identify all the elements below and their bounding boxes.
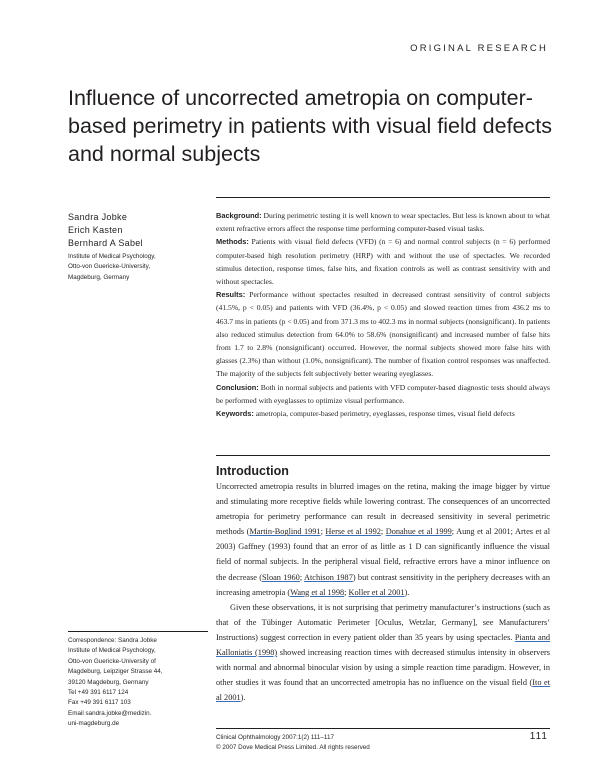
correspondence-email[interactable]: uni-magdeburg.de	[68, 720, 120, 728]
correspondence-line: Correspondence: Sandra Jobke	[68, 637, 157, 644]
article-title: Influence of uncorrected ametropia on computer-based perimetry in patients with visual field defects and normal subjects	[68, 86, 552, 166]
abstract-conclusion	[216, 381, 550, 407]
affiliation-line: Otto-von Guericke-University,	[68, 263, 151, 271]
correspondence-box	[68, 631, 208, 730]
abstract-results	[216, 288, 550, 380]
correspondence-line: Fax +49 391 6117 103	[68, 699, 131, 707]
text-run: ;	[320, 527, 326, 537]
correspondence-line: Institute of Medical Psychology,	[68, 647, 156, 655]
footer	[216, 733, 516, 753]
correspondence-line: Magdeburg, Leipziger Strasse 44,	[68, 668, 163, 676]
abstract	[216, 209, 550, 420]
section-heading: Introduction	[216, 464, 289, 478]
citation-link[interactable]: Koller et al 2001	[348, 587, 405, 597]
affiliation-line: Institute of Medical Psychology,	[68, 253, 156, 260]
abstract-text: Performance without spectacles resulted in decreased contrast sensitivity of control subjects (41.5%, p < 0.05) and patients with VFD (36.4%, p < 0.05) and slowed reaction times from 436.2 ms to 463.7 ms in patients (p < 0.05) and from 371.3 ms to 402.3 ms in normal subjects (nonsignificant). In patients also reduced stimulus detection from 64.0% to 58.6% (nonsignificant) and increased number of false hits from 1.7 to 2.8% (nonsignificant) occurred. However, the normal subjects showed more false hits with glasses (2.3%) than without (1.0%, nonsignificant). The number of fixation control responses was unaffected. The majority of the subjects felt subjectively better wearing eyeglasses.	[216, 290, 550, 379]
correspondence-line: Tel +49 391 6117 124	[68, 689, 129, 697]
citation-link[interactable]: Pianta and Kalloniatis (1998)	[216, 632, 550, 658]
section-label: ORIGINAL RESEARCH	[410, 43, 548, 54]
author-name: Sandra Jobke	[68, 212, 128, 222]
text-run: ) but contrast sensitivity in the periphery decreases with an increasing ametropia (	[216, 572, 550, 597]
text-run: ; Aung et al 2001; Artes et al 2003) Gaffney (1993) found that an error of as little as 1 D can significantly influence the visual field of normal subjects. In the peripheral visual field, refractive errors have a minor influence on the decrease (	[216, 527, 550, 582]
author-name: Erich Kasten	[68, 225, 123, 235]
abstract-label: Methods:	[216, 237, 249, 247]
citation-link[interactable]: Ito et al 2001	[216, 678, 551, 703]
citation-link[interactable]: Herse et al 1992	[325, 527, 381, 537]
correspondence-line: Otto-von Guericke-University of	[68, 657, 156, 665]
abstract-keywords	[216, 407, 550, 420]
citation-link[interactable]: Sloan 1960	[262, 572, 300, 582]
citation-link[interactable]: Donahue et al 1999	[385, 527, 452, 537]
abstract-text: Patients with visual field defects (VFD) (n = 6) and normal control subjects (n = 6) performed computer-based high resolution perimetry (HRP) with and without the use of spectacles. We recorded stimulus detection, response times, false hits, and fixation controls as well as contrast sensitivity with and without spectacles.	[216, 237, 550, 287]
abstract-text: During perimetric testing it is well known to wear spectacles. But less is known about to what extent refractive errors affect the response time performing computer-based visual tasks.	[216, 211, 550, 234]
abstract-label: Results:	[216, 290, 246, 300]
paragraph	[216, 479, 550, 600]
text-run: ;	[344, 587, 349, 597]
section-rule	[216, 455, 550, 456]
abstract-label: Conclusion:	[216, 382, 259, 392]
citation-link[interactable]: Wang et al 1998	[290, 587, 345, 597]
abstract-methods	[216, 235, 550, 288]
affiliation	[68, 252, 208, 283]
header-rule	[216, 197, 550, 198]
abstract-background	[216, 209, 550, 235]
text-run: ;	[380, 527, 386, 537]
footer-rule	[216, 728, 550, 729]
author-name: Bernhard A Sabel	[68, 238, 143, 248]
citation-link[interactable]: Martin-Boglind 1991	[249, 527, 321, 537]
text-run: Uncorrected ametropia results in blurred images on the retina, making the image bigger by virtue and stimulating more receptive fields while lowering contrast. The consequences of an uncorrected ametropia for perimetry performance can result in decreased sensitivity in several perimetric methods (	[216, 482, 550, 537]
abstract-text: Both in normal subjects and patients with VFD computer-based diagnostic tests should always be performed with eyeglasses to optimize visual performance.	[216, 382, 550, 405]
author-list	[68, 211, 208, 250]
correspondence-email[interactable]: Email sandra.jobke@medizin.	[68, 709, 152, 717]
abstract-label: Keywords:	[216, 409, 254, 419]
paragraph	[216, 600, 550, 706]
citation-link[interactable]: Atchison 1987	[304, 572, 353, 582]
correspondence-line: 39120 Magdeburg, Germany	[68, 678, 149, 686]
abstract-label: Background:	[216, 211, 262, 220]
text-run: showed increasing reaction times with decreased stimulus intensity in observers with normal and abnormal binocular vision by using a simple reaction time paradigm. However, in other studies it was found that an uncorrected ametropia has no influence on the visual field (	[216, 648, 551, 688]
affiliation-line: Magdeburg, Germany	[68, 273, 130, 281]
introduction-body	[216, 479, 550, 705]
text-run: ;	[299, 572, 304, 582]
abstract-text: ametropia, computer-based perimetry, eyeglasses, response times, visual field defects	[255, 409, 515, 419]
text-run: Given these observations, it is not surprising that perimetry manufacturer’s instructions (such as that of the Tübinger Automatic Perimeter [Oculus, Wetzlar, Germany], see Manufacturers’ Instructions) suggest correction in every patient older than 35 years by using spectacles.	[216, 602, 550, 642]
text-run: ).	[240, 693, 246, 703]
journal-citation: Clinical Ophthalmology 2007:1(2) 111–117	[216, 734, 334, 741]
text-run: ).	[404, 587, 410, 597]
copyright: © 2007 Dove Medical Press Limited. All rights reserved	[216, 744, 370, 751]
page-number: 111	[529, 731, 548, 742]
